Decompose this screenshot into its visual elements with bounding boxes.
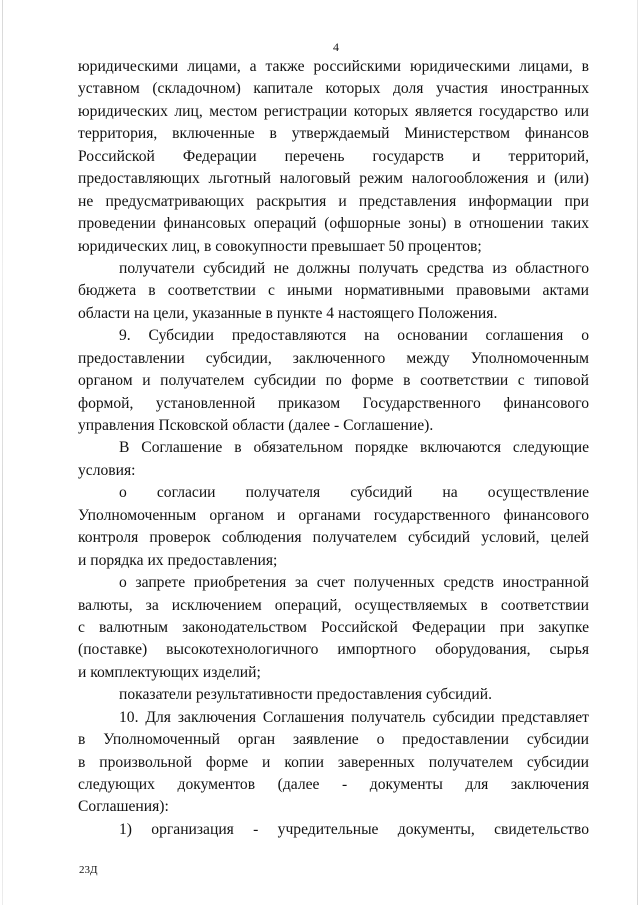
paragraph-no-other-funds [78,258,589,325]
paragraph-offshore-condition [78,56,589,258]
text-line: о согласии получателя субсидий на осуществление [119,484,589,502]
scan-edge-left [2,0,3,905]
text-line: предоставляющих льготный налоговый режим налогообложения и (или) [78,170,589,188]
text-line: территория, включенные в утверждаемый Министерством финансов [78,125,589,143]
text-line: в произвольной форме и копии заверенных получателем субсидии [78,753,589,771]
document-body [78,56,589,841]
paragraph-inspection-consent [78,482,589,572]
text-line: с валютным законодательством Российской Федерации при закупке [78,618,589,636]
paragraph-currency-prohibition [78,572,589,684]
text-line: получатели субсидий не должны получать средства из областного [119,259,589,277]
text-line: юридическими лицами, а также российскими юридическими лицами, в [78,58,589,75]
text-line: проведении финансовых операций (офшорные зоны) в отношении таких [78,215,589,233]
text-line: формой, установленной приказом Государственного финансового [78,394,589,412]
text-line: Уполномоченным органом и органами государственного финансового [78,506,589,524]
text-line: юридических лиц, в совокупности превышает 50 процентов; [78,237,482,255]
paragraph-clause-9 [78,325,589,437]
text-line: о запрете приобретения за счет полученных средств иностранной [119,574,589,592]
text-line: Соглашения): [78,798,169,816]
text-line: не предусматривающих раскрытия и представления информации при [78,192,589,210]
text-line: (поставке) высокотехнологичного импортного оборудования, сырья [78,641,589,659]
text-line: уставном (складочном) капитале которых доля участия иностранных [78,80,589,98]
text-line: В Соглашение в обязательном порядке включаются следующие [119,439,589,457]
paragraph-clause-10 [78,707,589,819]
text-line: валюты, за исключением операций, осуществляемых в соответствии [78,596,589,614]
text-line: предоставлении субсидии, заключенного между Уполномоченным [78,349,589,367]
text-line: показатели результативности предоставления субсидий. [119,686,493,704]
text-line: 9. Субсидии предоставляются на основании соглашения о [119,327,589,345]
paragraph-agreement-conditions [78,437,589,482]
text-line: 1) организация - учредительные документы, свидетельство [119,820,589,838]
text-line: юридических лиц, местом регистрации которых является государство или [78,102,589,120]
text-line: бюджета в соответствии с иными нормативными правовыми актами [78,282,589,300]
text-line: области на цели, указанные в пункте 4 настоящего Положения. [78,304,498,322]
text-line: 10. Для заключения Соглашения получатель субсидии представляет [119,708,589,726]
text-line: следующих документов (далее - документы для заключения [78,776,589,793]
text-line: Российской Федерации перечень государств и территорий, [78,147,589,165]
text-line: и комплектующих изделий; [78,663,261,681]
text-line: управления Псковской области (далее - Соглашение). [78,417,434,434]
text-line: условия: [78,461,136,479]
scan-edge-right [637,0,638,905]
text-line: контроля проверок соблюдения получателем субсидий условий, целей [78,529,589,547]
paragraph-performance-indicators [78,684,589,706]
text-line: в Уполномоченный орган заявление о предоставлении субсидии [78,731,589,749]
text-line: и порядка их предоставления; [78,551,278,569]
page-number: 4 [333,40,339,54]
paragraph-item-1 [78,819,589,841]
text-line: органом и получателем субсидии по форме в соответствии с типовой [78,372,589,390]
footer-document-code: 23Д [79,864,98,876]
